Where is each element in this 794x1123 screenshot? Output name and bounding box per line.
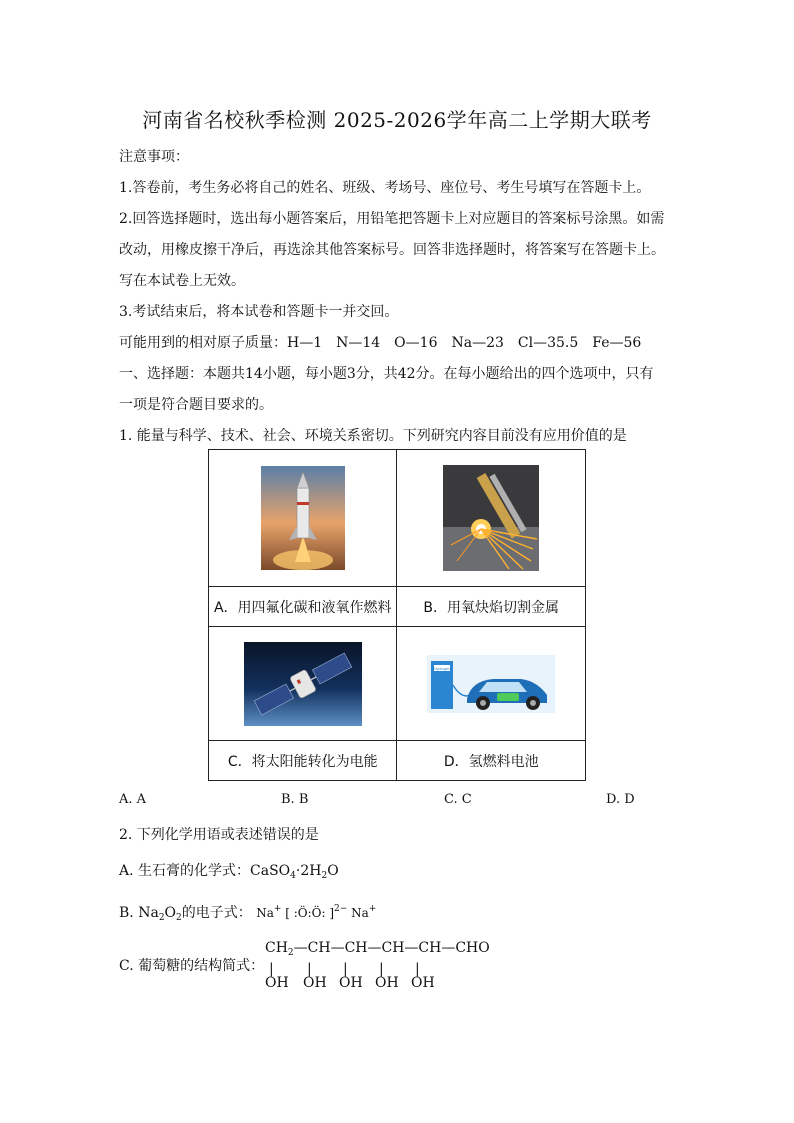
notice-item-2-line-2: 改动，用橡皮擦干净后，再选涂其他答案标号。回答非选择题时，将答案写在答题卡上。 <box>119 242 665 258</box>
option-b-caption: B．用氧炔焰切割金属 <box>397 587 586 627</box>
formula-part: O <box>327 863 339 879</box>
option-c-image-cell <box>209 627 397 741</box>
answer-choice-b[interactable]: B. B <box>281 792 309 807</box>
peroxide-bracket: [ :Ö:Ö: ] <box>285 906 335 920</box>
option-a-image-cell <box>209 450 397 587</box>
formula-subscript: 2 <box>158 913 165 923</box>
question-2-option-c-label: C. 葡萄糖的结构简式： <box>119 958 265 974</box>
notice-heading: 注意事项： <box>119 149 189 165</box>
hydroxyl-group: OH <box>339 975 363 991</box>
formula-subscript: 2 <box>176 913 182 923</box>
formula-part: CH <box>265 940 288 956</box>
option-b-image-cell <box>397 450 586 587</box>
solar-satellite-image <box>244 642 362 726</box>
hydroxyl-group: OH <box>303 975 327 991</box>
glucose-hydroxyls <box>265 975 490 991</box>
question-1-option-table <box>208 449 586 781</box>
option-c-caption: C．将太阳能转化为电能 <box>209 741 397 781</box>
section-1-line-2: 一项是符合题目要求的。 <box>119 397 273 413</box>
question-1-stem: 1. 能量与科学、技术、社会、环境关系密切。下列研究内容目前没有应用价值的是 <box>119 428 627 444</box>
notice-item-1: 1.答卷前，考生务必将自己的姓名、班级、考场号、座位号、考生号填写在答题卡上。 <box>119 180 651 196</box>
option-b-label: B. <box>119 905 139 921</box>
notice-item-2-line-3: 写在本试卷上无效。 <box>119 273 245 289</box>
hydrogen-sign-text: Hydrogen <box>434 666 450 671</box>
formula-part: ·2H <box>295 863 322 879</box>
ion-charge: 2− <box>334 904 348 914</box>
glucose-structure <box>265 940 490 991</box>
electron-formula <box>256 906 376 920</box>
hydrogen-car-image <box>427 655 555 713</box>
ion-charge: + <box>273 904 282 914</box>
exam-title: 河南省名校秋季检测 2025-2026学年高二上学期大联考 <box>142 108 652 132</box>
formula-subscript: 4 <box>290 871 296 881</box>
notice-item-2-line-1: 2.回答选择题时，选出每小题答案后，用铅笔把答题卡上对应题目的答案标号涂黑。如需 <box>119 211 665 227</box>
option-d-image-cell <box>397 627 586 741</box>
oxyacetylene-cutting-image <box>443 465 539 571</box>
rocket-launch-image <box>261 466 345 570</box>
sodium-ion: Na <box>351 906 369 920</box>
answer-choice-a[interactable]: A. A <box>119 792 147 807</box>
hydroxyl-group: OH <box>411 975 435 991</box>
formula-subscript: 2 <box>287 948 294 958</box>
hydroxyl-group: OH <box>375 975 399 991</box>
glucose-chain <box>265 940 490 961</box>
formula-part: O <box>164 905 177 921</box>
notice-item-3: 3.考试结束后，将本试卷和答题卡一并交回。 <box>119 304 399 320</box>
glucose-bonds: | | | | | <box>269 961 420 977</box>
question-2-option-a <box>119 860 339 881</box>
option-b-text: 的电子式： <box>181 905 252 921</box>
answer-choice-d[interactable]: D. D <box>606 792 635 807</box>
option-d-caption: D．氢燃料电池 <box>397 741 586 781</box>
formula-subscript: 2 <box>321 871 328 881</box>
section-1-line-1: 一、选择题：本题共14小题，每小题3分，共42分。在每小题给出的四个选项中，只有 <box>119 366 654 382</box>
ion-charge: + <box>368 904 377 914</box>
sodium-ion: Na <box>256 906 274 920</box>
option-a-label: A. 生石膏的化学式： <box>119 863 251 879</box>
gypsum-formula <box>250 863 339 879</box>
formula-part: —CH—CH—CH—CH—CHO <box>293 940 490 956</box>
option-a-caption: A．用四氟化碳和液氧作燃料 <box>209 587 397 627</box>
answer-choice-c[interactable]: C. C <box>444 792 472 807</box>
question-2-option-b <box>119 902 376 923</box>
question-2-stem: 2. 下列化学用语或表述错误的是 <box>119 827 319 843</box>
formula-part: Na <box>138 905 159 921</box>
hydroxyl-group: OH <box>265 975 289 991</box>
atomic-mass-line: 可能用到的相对原子质量：H—1 N—14 O—16 Na—23 Cl—35.5 Fe—56 <box>119 335 642 351</box>
formula-part: CaSO <box>250 863 291 879</box>
